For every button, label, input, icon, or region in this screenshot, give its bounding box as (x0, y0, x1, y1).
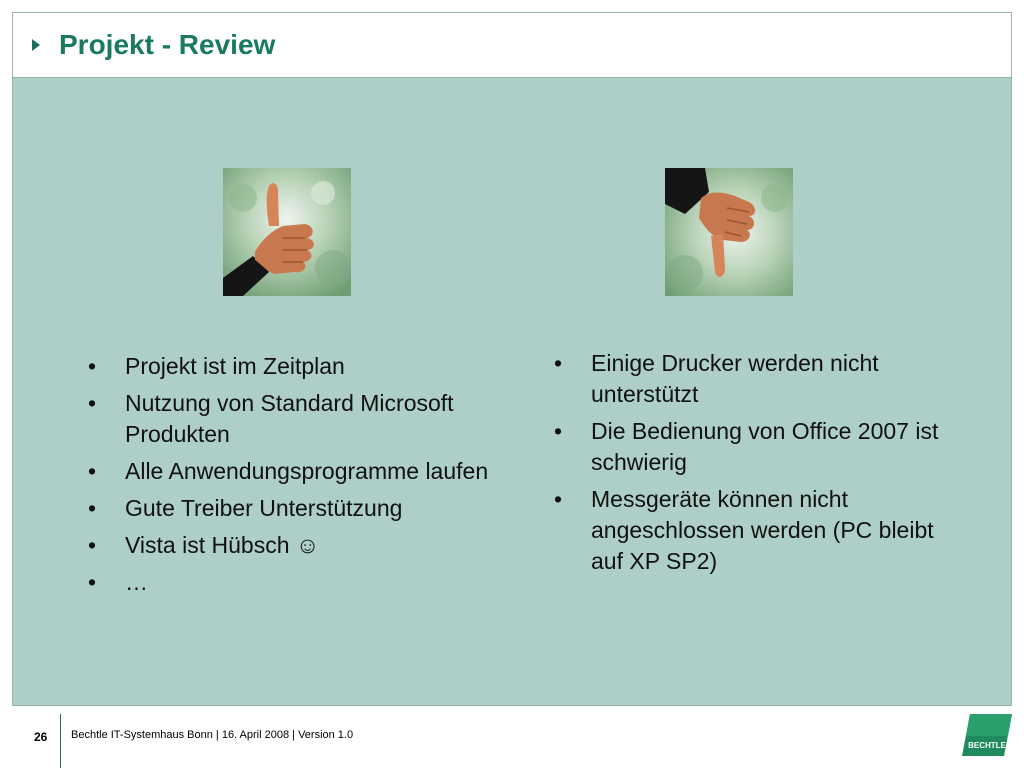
footer-text: Bechtle IT-Systemhaus Bonn | 16. April 2008 | Version 1.0 (71, 729, 354, 741)
bullet-icon: • (554, 350, 563, 376)
bechtle-logo-icon (962, 714, 1012, 756)
bullet-icon: • (554, 418, 563, 444)
bullet-icon: • (88, 495, 97, 521)
slide-title: Projekt - Review (59, 29, 276, 60)
page-number: 26 (34, 730, 48, 744)
list-item: • Gute Treiber Unterstützung (85, 493, 505, 524)
list-item: • Alle Anwendungsprogramme laufen (85, 456, 505, 487)
bullet-icon: • (88, 569, 97, 595)
positive-points-list (85, 351, 505, 604)
list-item: • Projekt ist im Zeitplan (85, 351, 505, 382)
title-arrow-icon (32, 39, 40, 51)
bullet-icon: • (554, 486, 563, 512)
bullet-icon: • (88, 532, 97, 558)
bullet-icon: • (88, 458, 97, 484)
svg-text:BECHTLE: BECHTLE (968, 741, 1006, 750)
thumbs-up-icon (223, 168, 351, 296)
list-item: • Nutzung von Standard Microsoft Produkten (85, 388, 505, 450)
negative-points-list (551, 348, 951, 583)
thumbs-down-icon (665, 168, 793, 296)
list-item: • … (85, 567, 505, 598)
list-item: • Einige Drucker werden nicht unterstützt (551, 348, 951, 410)
bullet-icon: • (88, 390, 97, 416)
footer-divider (60, 714, 61, 768)
slide-content (12, 77, 1012, 706)
bullet-icon: • (88, 353, 97, 379)
list-item: • Vista ist Hübsch ☺ (85, 530, 505, 561)
list-item: • Die Bedienung von Office 2007 ist schwierig (551, 416, 951, 478)
list-item: • Messgeräte können nicht angeschlossen werden (PC bleibt auf XP SP2) (551, 484, 951, 577)
slide-header (12, 12, 1012, 77)
